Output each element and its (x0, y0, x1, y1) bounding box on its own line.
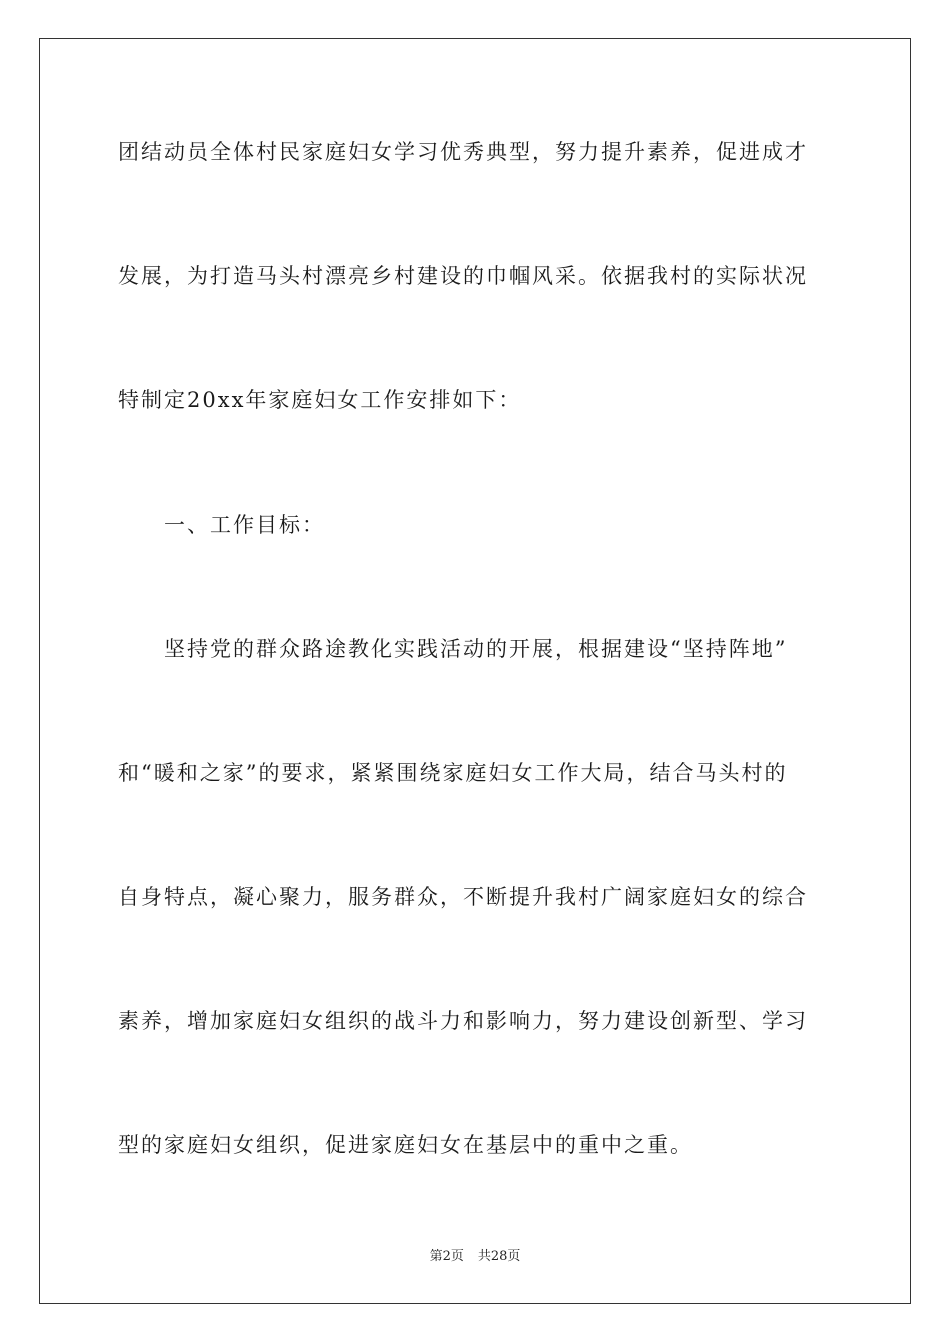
page-number-total: 共28页 (477, 1249, 521, 1264)
paragraph-line-3: 特制定20xx年家庭妇女工作安排如下： (118, 388, 522, 412)
paragraph-line-2: 发展，为打造马头村漂亮乡村建设的巾帼风采。依据我村的实际状况 (118, 264, 808, 288)
page-border (39, 38, 911, 1304)
paragraph-line-1: 团结动员全体村民家庭妇女学习优秀典型，努力提升素养，促进成才 (118, 140, 808, 164)
paragraph-line-7: 自身特点，凝心聚力，服务群众，不断提升我村广阔家庭妇女的综合 (118, 885, 808, 909)
paragraph-line-5: 坚持党的群众路途教化实践活动的开展，根据建设“坚持阵地” (164, 637, 788, 661)
page-number-current: 第2页 (429, 1249, 464, 1264)
paragraph-line-8: 素养，增加家庭妇女组织的战斗力和影响力，努力建设创新型、学习 (118, 1009, 808, 1033)
paragraph-line-9: 型的家庭妇女组织，促进家庭妇女在基层中的重中之重。 (118, 1133, 693, 1157)
section-heading: 一、工作目标： (164, 513, 325, 537)
paragraph-line-6: 和“暖和之家”的要求，紧紧围绕家庭妇女工作大局，结合马头村的 (118, 761, 788, 785)
page-footer (0, 1248, 950, 1266)
